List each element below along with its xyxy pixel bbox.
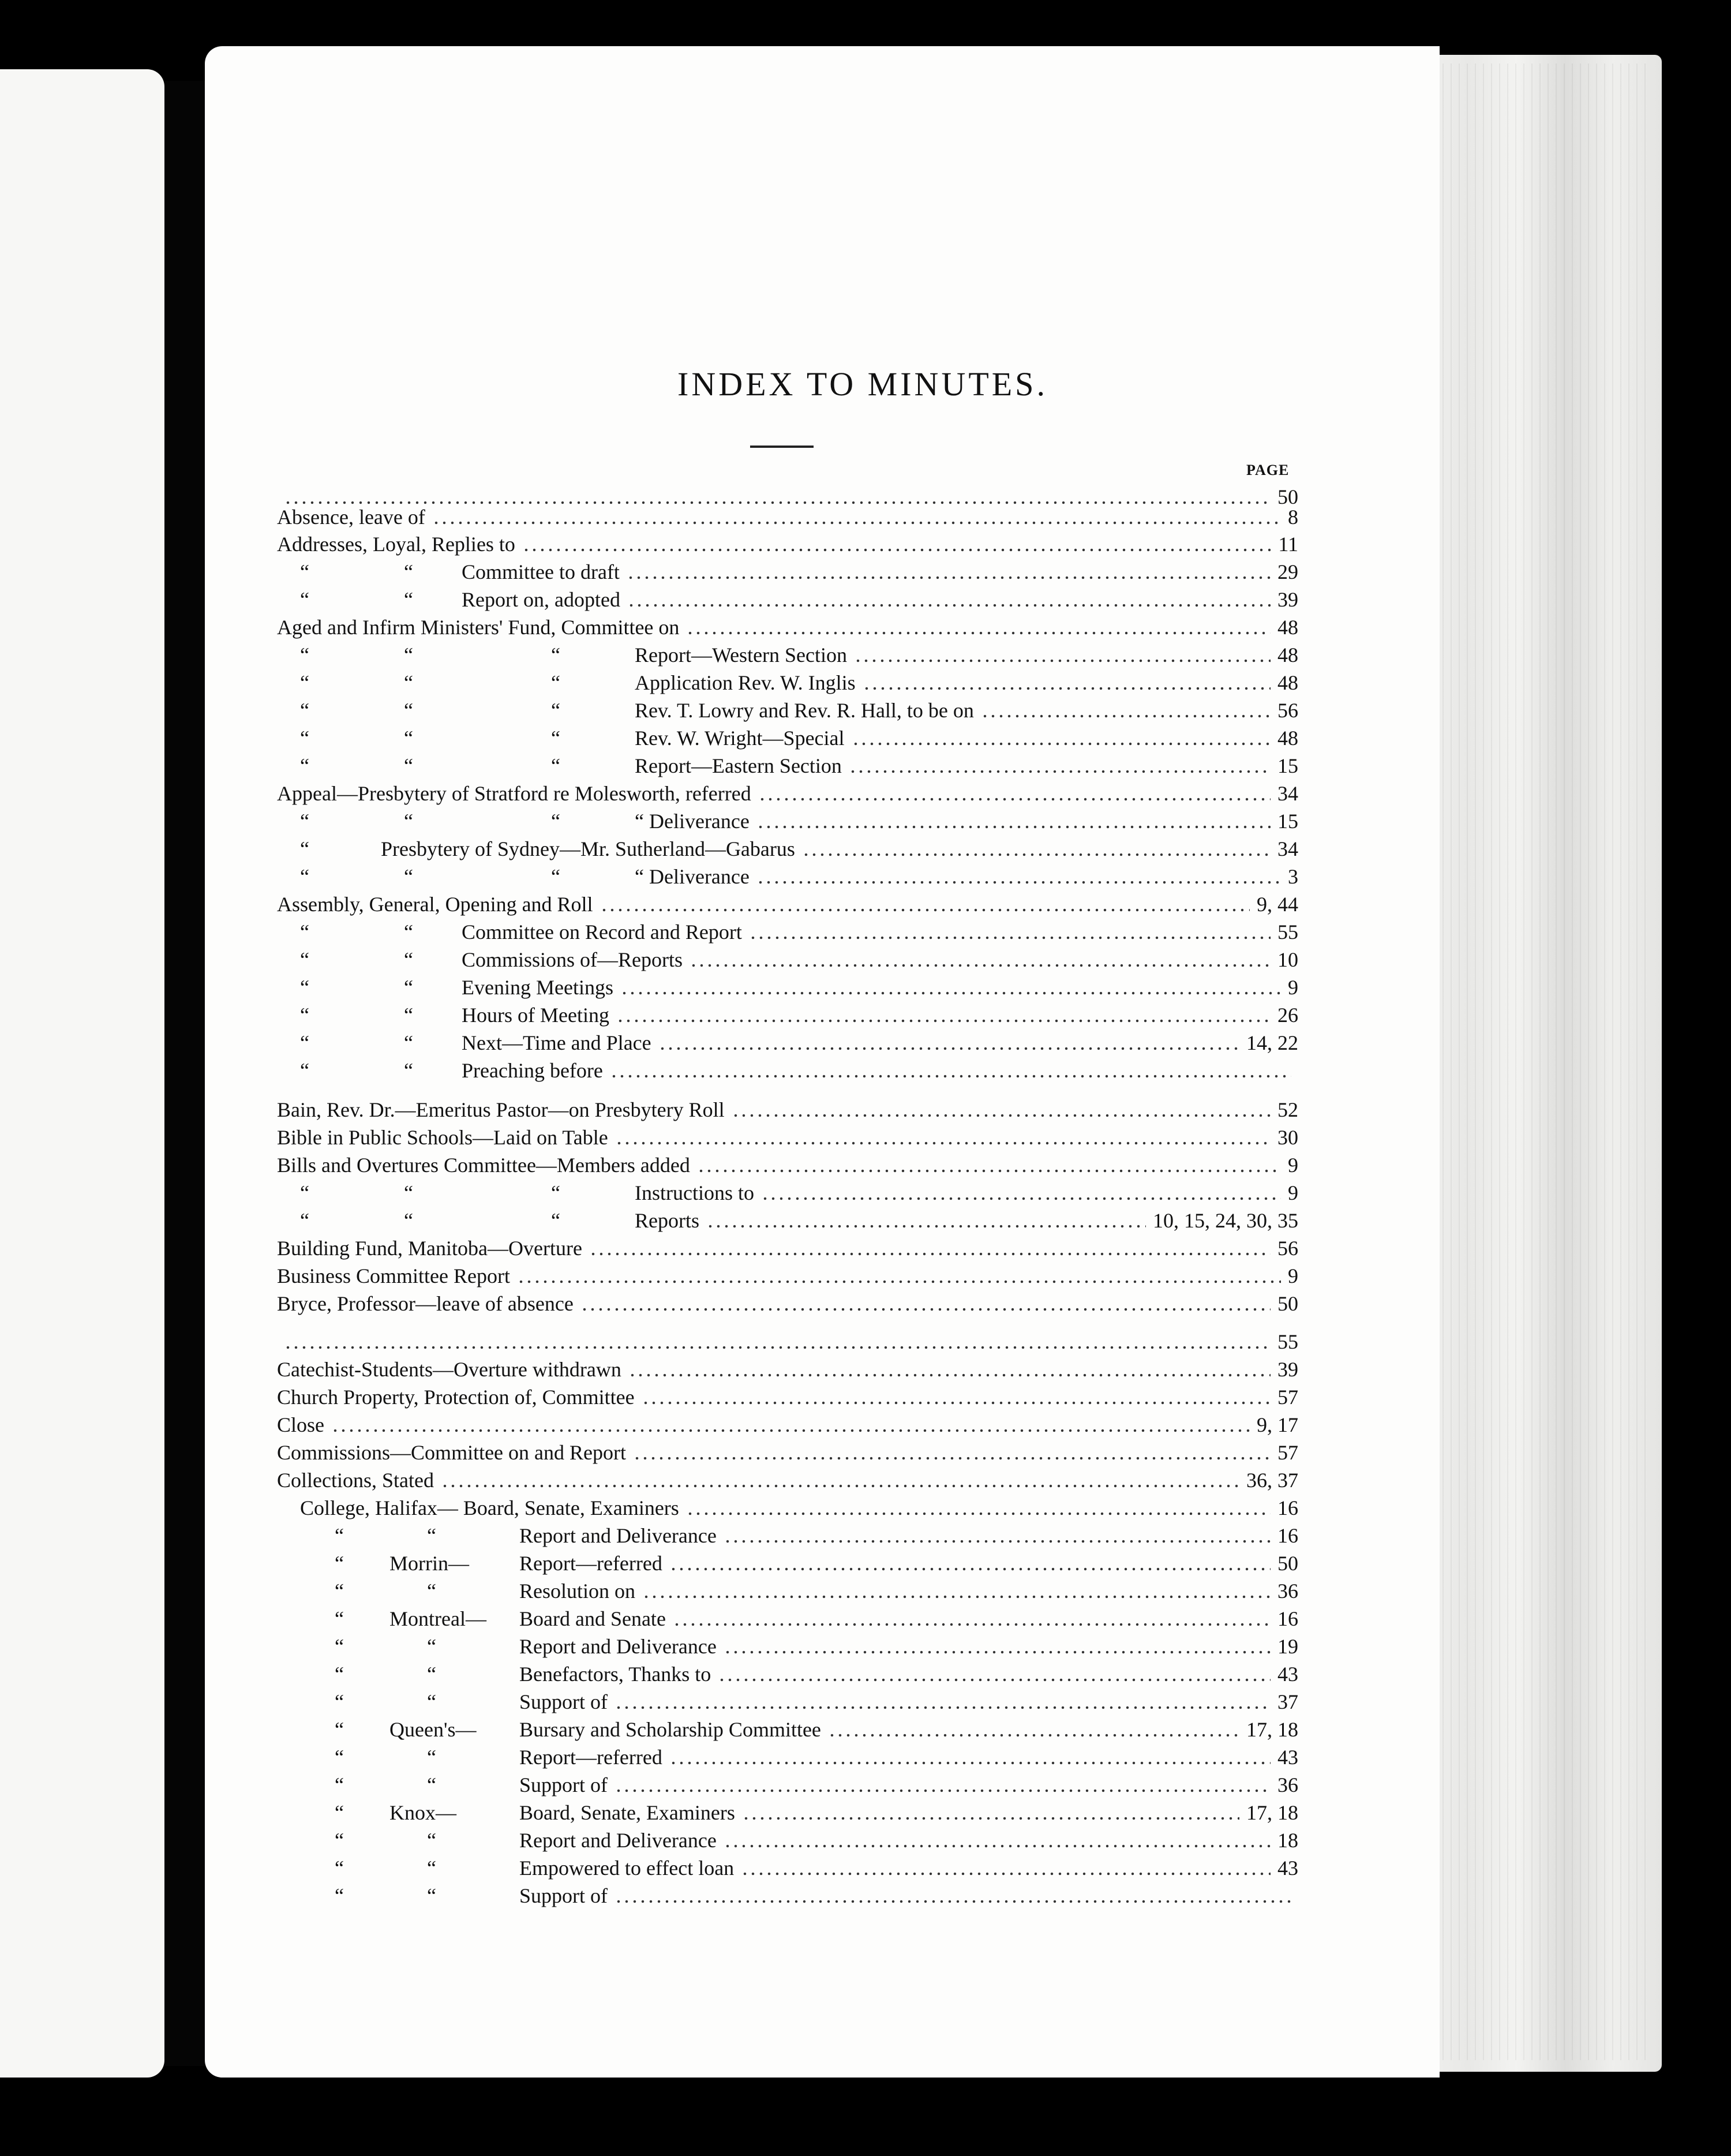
index-entry	[0, 1717, 1731, 1744]
page-number: 55	[1277, 1330, 1298, 1353]
ditto-mark: “	[427, 1663, 436, 1686]
index-entry	[0, 1413, 1731, 1439]
ditto-mark: “	[404, 948, 413, 971]
page-number: 43	[1277, 1746, 1298, 1769]
ditto-mark: “	[300, 1004, 309, 1027]
index-entry	[0, 587, 1731, 614]
index-entry	[0, 837, 1731, 863]
index-entry	[0, 1745, 1731, 1772]
ditto-mark: “	[335, 1718, 344, 1741]
ditto-mark: “	[335, 1524, 344, 1547]
ditto-mark: “	[551, 865, 560, 888]
page-number: 11	[1278, 533, 1298, 556]
dot-leader	[627, 576, 1271, 579]
ditto-mark: “	[300, 1031, 309, 1054]
page-number: 36, 37	[1246, 1469, 1298, 1492]
ditto-mark: “	[300, 1059, 309, 1082]
dot-leader	[758, 798, 1271, 801]
entry-text: Support of	[519, 1884, 608, 1907]
ditto-mark: “	[404, 1181, 413, 1204]
dot-leader	[628, 1373, 1271, 1377]
page-number: 16	[1277, 1496, 1298, 1519]
entry-text: Collections, Stated	[277, 1469, 434, 1492]
ditto-mark: “	[551, 699, 560, 722]
page-number: 9	[1288, 1154, 1298, 1177]
dot-leader	[610, 1075, 1291, 1078]
dot-leader	[732, 1114, 1271, 1117]
page-number: 48	[1277, 727, 1298, 750]
dot-leader	[724, 1540, 1271, 1543]
ditto-mark: “	[300, 810, 309, 833]
page-number: 57	[1277, 1386, 1298, 1409]
index-entry	[0, 726, 1731, 753]
dot-leader	[718, 1678, 1271, 1682]
page-number: 18	[1277, 1829, 1298, 1852]
ditto-mark: “	[335, 1663, 344, 1686]
page-number: 15	[1277, 810, 1298, 833]
dot-leader	[615, 1706, 1271, 1709]
page-number: 37	[1277, 1690, 1298, 1713]
page-number: 36	[1277, 1579, 1298, 1603]
college-name: Montreal—	[389, 1607, 486, 1630]
entry-text: Report and Deliverance	[519, 1829, 717, 1852]
dot-leader	[673, 1623, 1271, 1626]
index-entry	[0, 1264, 1731, 1290]
ditto-mark: “	[404, 976, 413, 999]
index-entry	[0, 671, 1731, 697]
dot-leader	[522, 548, 1271, 552]
entry-text: “ Deliverance	[635, 865, 750, 888]
ditto-mark: “	[335, 1801, 344, 1824]
index-entry	[0, 1440, 1731, 1467]
ditto-mark: “	[335, 1579, 344, 1603]
entry-text: College, Halifax— Board, Senate, Examiners	[300, 1496, 679, 1519]
dot-leader	[854, 659, 1271, 662]
entry-text: Bain, Rev. Dr.—Emeritus Pastor—on Presbytery Roll	[277, 1098, 725, 1121]
index-entry	[0, 1357, 1731, 1384]
index-entry	[0, 643, 1731, 669]
entry-text: Support of	[519, 1690, 608, 1713]
ditto-mark: “	[551, 1181, 560, 1204]
page-number: 17, 18	[1246, 1718, 1298, 1741]
page-number: 14, 22	[1246, 1031, 1298, 1054]
ditto-mark: “	[335, 1856, 344, 1880]
dot-leader	[742, 1817, 1239, 1820]
ditto-mark: “	[551, 754, 560, 777]
dot-leader	[863, 687, 1271, 690]
ditto-mark: “	[551, 727, 560, 750]
page-number: 17, 18	[1246, 1801, 1298, 1824]
page-number: 39	[1277, 1358, 1298, 1381]
ditto-mark: “	[427, 1856, 436, 1880]
dot-leader	[642, 1595, 1271, 1599]
entry-text: Committee on Record and Report	[462, 920, 742, 944]
ditto-mark: “	[300, 1181, 309, 1204]
page-number: 10	[1277, 948, 1298, 971]
entry-text: Bursary and Scholarship Committee	[519, 1718, 821, 1741]
page-number: 43	[1277, 1856, 1298, 1880]
entry-text: Church Property, Protection of, Committee	[277, 1386, 635, 1409]
index-entry	[0, 1385, 1731, 1412]
college-name: Knox—	[389, 1801, 456, 1824]
dot-leader	[828, 1734, 1239, 1737]
index-entry	[0, 948, 1731, 974]
entry-text: Hours of Meeting	[462, 1004, 609, 1027]
page-number: 50	[1277, 1292, 1298, 1315]
dot-leader	[756, 881, 1281, 884]
index-entry	[0, 1236, 1731, 1263]
dot-leader	[432, 521, 1281, 525]
ditto-mark: “	[300, 643, 309, 667]
entry-text: Instructions to	[635, 1181, 754, 1204]
entry-text: Support of	[519, 1773, 608, 1796]
ditto-mark: “	[551, 1209, 560, 1232]
ditto-mark: “	[404, 1004, 413, 1027]
dot-leader	[849, 770, 1271, 773]
entry-text: Evening Meetings	[462, 976, 613, 999]
entry-text: Committee to draft	[462, 560, 620, 583]
page-number: 48	[1277, 671, 1298, 694]
index-entry	[0, 1634, 1731, 1661]
entry-text: Benefactors, Thanks to	[519, 1663, 711, 1686]
page-number: 15	[1277, 754, 1298, 777]
dot-leader	[669, 1567, 1271, 1571]
page-number: 56	[1277, 1237, 1298, 1260]
entry-text: Absence, leave of	[277, 506, 425, 529]
index-entry	[0, 975, 1731, 1002]
dot-leader	[756, 825, 1271, 829]
entry-text: Report and Deliverance	[519, 1635, 717, 1658]
index-entry	[0, 1662, 1731, 1689]
page-number: 56	[1277, 699, 1298, 722]
dot-leader	[690, 964, 1271, 967]
ditto-mark: “	[427, 1773, 436, 1796]
ditto-mark: “	[551, 810, 560, 833]
ditto-mark: “	[427, 1579, 436, 1603]
ditto-mark: “	[335, 1884, 344, 1907]
ditto-mark: “	[335, 1773, 344, 1796]
index-entry	[0, 1031, 1731, 1057]
index-entry	[0, 1153, 1731, 1180]
ditto-mark: “	[300, 920, 309, 944]
ditto-mark: “	[404, 920, 413, 944]
ditto-mark: “	[335, 1552, 344, 1575]
index-entry	[0, 1098, 1731, 1124]
dot-leader	[642, 1401, 1271, 1405]
ditto-mark: “	[427, 1884, 436, 1907]
ditto-mark: “	[300, 588, 309, 611]
index-entry	[0, 615, 1731, 642]
index-entry	[0, 920, 1731, 946]
index-entry	[0, 864, 1731, 891]
ditto-mark: “	[300, 699, 309, 722]
ditto-mark: “	[300, 727, 309, 750]
index-entry	[0, 1801, 1731, 1827]
index-entry	[0, 754, 1731, 780]
dot-leader	[706, 1225, 1146, 1228]
dot-leader	[633, 1457, 1271, 1460]
page-number: 43	[1277, 1663, 1298, 1686]
ditto-mark: “	[300, 837, 309, 860]
entry-text: Bills and Overtures Committee—Members added	[277, 1154, 690, 1177]
dot-leader	[616, 1019, 1271, 1023]
index-entry	[0, 1773, 1731, 1799]
ditto-mark: “	[404, 643, 413, 667]
dot-leader	[724, 1650, 1271, 1654]
ditto-mark: “	[404, 671, 413, 694]
index-entry	[0, 1856, 1731, 1882]
ditto-mark: “	[404, 699, 413, 722]
ditto-mark: “	[427, 1746, 436, 1769]
college-name: Queen's—	[389, 1718, 477, 1741]
index-entry	[0, 1607, 1731, 1633]
ditto-mark: “	[427, 1524, 436, 1547]
ditto-mark: “	[300, 865, 309, 888]
index-entry	[0, 1579, 1731, 1605]
index-entry	[0, 1496, 1731, 1522]
page-number: 50	[1277, 1552, 1298, 1575]
index-entry	[0, 1524, 1731, 1550]
dot-leader	[620, 991, 1281, 995]
entry-text: Report—Western Section	[635, 643, 848, 667]
entry-text: Next—Time and Place	[462, 1031, 651, 1054]
page-number: 39	[1277, 588, 1298, 611]
ditto-mark: “	[427, 1690, 436, 1713]
page-number: 48	[1277, 616, 1298, 639]
entry-text: Report—referred	[519, 1552, 662, 1575]
index-entry	[0, 1058, 1731, 1085]
page-number: 9, 44	[1257, 893, 1298, 916]
dot-leader	[284, 501, 1271, 504]
entry-text: Bible in Public Schools—Laid on Table	[277, 1126, 608, 1149]
entry-text: Report and Deliverance	[519, 1524, 717, 1547]
ditto-mark: “	[427, 1635, 436, 1658]
ditto-mark: “	[551, 643, 560, 667]
entry-text: Board, Senate, Examiners	[519, 1801, 735, 1824]
page-column-heading: PAGE	[1246, 462, 1290, 478]
page-number: 57	[1277, 1441, 1298, 1464]
ditto-mark: “	[300, 1209, 309, 1232]
index-entry	[0, 1003, 1731, 1030]
ditto-mark: “	[551, 671, 560, 694]
index-entry	[0, 1551, 1731, 1578]
index-entry	[0, 698, 1731, 725]
ditto-mark: “	[404, 1209, 413, 1232]
ditto-mark: “	[300, 948, 309, 971]
dot-leader	[658, 1047, 1239, 1050]
index-entry	[0, 892, 1731, 919]
entry-text: Bryce, Professor—leave of absence	[277, 1292, 574, 1315]
ditto-mark: “	[404, 1059, 413, 1082]
page-number: 16	[1277, 1607, 1298, 1630]
index-entry	[0, 1828, 1731, 1855]
dot-leader	[724, 1844, 1271, 1848]
entry-text: Close	[277, 1413, 325, 1436]
entry-text: Rev. T. Lowry and Rev. R. Hall, to be on	[635, 699, 974, 722]
index-entry	[0, 1330, 1731, 1356]
dot-leader	[284, 1346, 1271, 1349]
page-number: 36	[1277, 1773, 1298, 1796]
dot-leader	[669, 1761, 1271, 1765]
dot-leader	[441, 1484, 1239, 1488]
index-entry	[0, 532, 1731, 559]
page-number: 10, 15, 24, 30, 35	[1153, 1209, 1298, 1232]
index-entry	[0, 781, 1731, 808]
entry-text: Report—referred	[519, 1746, 662, 1769]
entry-text: Presbytery of Sydney—Mr. Sutherland—Gabarus	[381, 837, 795, 860]
dot-leader	[749, 936, 1271, 939]
entry-text: Application Rev. W. Inglis	[635, 671, 856, 694]
dot-leader	[627, 604, 1271, 607]
page-number: 48	[1277, 643, 1298, 667]
dot-leader	[697, 1169, 1281, 1173]
dot-leader	[686, 631, 1271, 635]
ditto-mark: “	[404, 810, 413, 833]
entry-text: Building Fund, Manitoba—Overture	[277, 1237, 582, 1260]
ditto-mark: “	[404, 588, 413, 611]
ditto-mark: “	[300, 671, 309, 694]
dot-leader	[761, 1197, 1281, 1200]
page-number: 34	[1277, 837, 1298, 860]
page-number: 50	[1277, 485, 1298, 508]
entry-text: Empowered to effect loan	[519, 1856, 735, 1880]
index-entry	[0, 1125, 1731, 1152]
page-number: 9	[1288, 1264, 1298, 1287]
index-entry	[0, 1884, 1731, 1910]
dot-leader	[981, 714, 1271, 718]
ditto-mark: “	[427, 1829, 436, 1852]
dot-leader	[802, 853, 1271, 856]
entry-text: Rev. W. Wright—Special	[635, 727, 845, 750]
ditto-mark: “	[335, 1746, 344, 1769]
entry-text: Addresses, Loyal, Replies to	[277, 533, 515, 556]
ditto-mark: “	[335, 1635, 344, 1658]
page-number: 30	[1277, 1126, 1298, 1149]
ditto-mark: “	[404, 560, 413, 583]
index-entry	[0, 505, 1731, 531]
page-number: 34	[1277, 782, 1298, 805]
dot-leader	[615, 1900, 1291, 1903]
index-entry	[0, 1181, 1731, 1207]
entry-text: Preaching before	[462, 1059, 603, 1082]
college-name: Morrin—	[389, 1552, 469, 1575]
entry-text: Catechist-Students—Overture withdrawn	[277, 1358, 621, 1381]
entry-text: Commissions of—Reports	[462, 948, 683, 971]
entry-text: Resolution on	[519, 1579, 636, 1603]
entry-text: Report on, adopted	[462, 588, 620, 611]
index-entry	[0, 1208, 1731, 1235]
dot-leader	[517, 1280, 1281, 1283]
dot-leader	[589, 1252, 1271, 1256]
ditto-mark: “	[300, 754, 309, 777]
index-entry	[0, 1468, 1731, 1495]
entry-text: “ Deliverance	[635, 810, 750, 833]
dot-leader	[615, 1789, 1271, 1792]
ditto-mark: “	[300, 560, 309, 583]
dot-leader	[615, 1141, 1271, 1145]
page-number: 55	[1277, 920, 1298, 944]
entry-text: Business Committee Report	[277, 1264, 510, 1287]
page-number: 3	[1288, 865, 1298, 888]
entry-text: Commissions—Committee on and Report	[277, 1441, 626, 1464]
index-entry	[0, 1690, 1731, 1716]
page-title: INDEX TO MINUTES.	[677, 365, 1048, 403]
page-number: 29	[1277, 560, 1298, 583]
page-number: 9, 17	[1257, 1413, 1298, 1436]
page-number: 9	[1288, 1181, 1298, 1204]
index-entry	[0, 809, 1731, 836]
ditto-mark: “	[335, 1829, 344, 1852]
ditto-mark: “	[300, 976, 309, 999]
page-number: 19	[1277, 1635, 1298, 1658]
page-number: 52	[1277, 1098, 1298, 1121]
entry-text: Assembly, General, Opening and Roll	[277, 893, 593, 916]
ditto-mark: “	[404, 754, 413, 777]
page-number: 26	[1277, 1004, 1298, 1027]
ditto-mark: “	[335, 1607, 344, 1630]
ditto-mark: “	[335, 1690, 344, 1713]
page-number: 9	[1288, 976, 1298, 999]
index-entry	[0, 560, 1731, 586]
dot-leader	[741, 1872, 1271, 1876]
page-number: 8	[1288, 506, 1298, 529]
entry-text: Aged and Infirm Ministers' Fund, Committee on	[277, 616, 680, 639]
dot-leader	[331, 1429, 1250, 1432]
dot-leader	[686, 1512, 1271, 1515]
page-number: 16	[1277, 1524, 1298, 1547]
entry-text: Appeal—Presbytery of Stratford re Molesworth, referred	[277, 782, 751, 805]
dot-leader	[580, 1308, 1271, 1311]
dot-leader	[852, 742, 1271, 746]
ditto-mark: “	[404, 727, 413, 750]
ditto-mark: “	[404, 865, 413, 888]
entry-text: Reports	[635, 1209, 699, 1232]
entry-text: Board and Senate	[519, 1607, 666, 1630]
entry-text: Report—Eastern Section	[635, 754, 842, 777]
dot-leader	[600, 908, 1250, 912]
index-entry	[0, 1292, 1731, 1318]
ditto-mark: “	[404, 1031, 413, 1054]
